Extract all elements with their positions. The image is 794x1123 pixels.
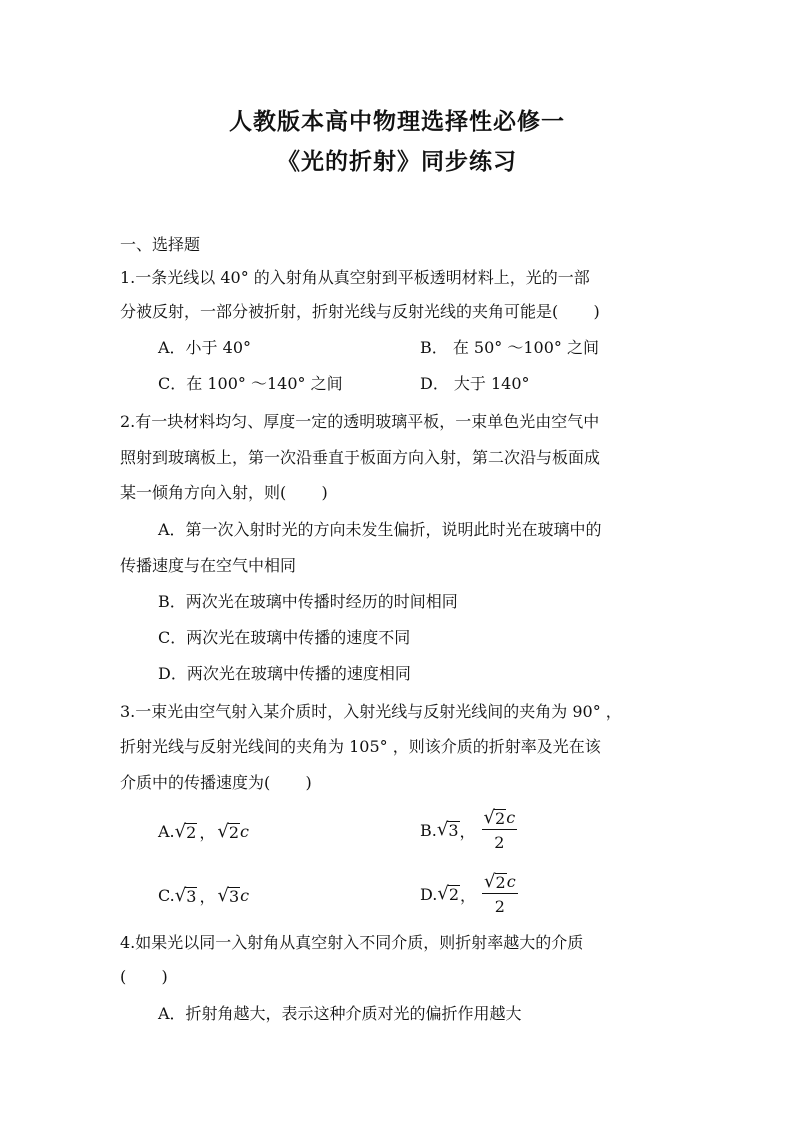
q2-option-a-line2: 传播速度与在空气中相同 [120, 556, 297, 575]
square-root [174, 820, 198, 842]
variable-c: c [240, 886, 250, 905]
q2-option-c: C．两次光在玻璃中传播的速度不同 [158, 628, 411, 647]
q1-option-d: D． 大于 140° [420, 374, 530, 393]
radicand: 3 [228, 886, 240, 906]
q1-stem-text: 分被反射，一部分被折射，折射光线与反射光线的夹角可能是( [120, 302, 559, 321]
radical-sign: √ [436, 819, 449, 840]
q3-stem-text: 介质中的传播速度为( [120, 773, 271, 792]
q3-stem-line1: 3.一束光由空气射入某介质时，入射光线与反射光线间的夹角为 90° ， [120, 702, 622, 721]
radicand: 2 [448, 885, 460, 904]
separator: ， [459, 821, 476, 841]
q4-option-a: A．折射角越大，表示这种介质对光的偏折作用越大 [158, 1004, 522, 1023]
q1-option-b: B． 在 50° ～100° 之间 [420, 338, 600, 357]
q3-stem-line3 [120, 773, 680, 793]
fraction-numerator [482, 872, 518, 894]
fraction-numerator [482, 808, 518, 830]
q3-option-d [420, 872, 518, 916]
q2-stem-text: 某一倾角方向入射，则( [120, 483, 287, 502]
square-root [484, 873, 507, 891]
q3-option-b [420, 808, 517, 852]
section-heading: 一、选择题 [120, 235, 201, 254]
option-label: A. [158, 822, 175, 841]
separator: ， [199, 887, 216, 906]
square-root [437, 885, 460, 903]
q1-close-paren: ) [593, 302, 600, 321]
option-label: D. [420, 884, 438, 904]
separator: ， [460, 885, 477, 905]
option-label: B. [420, 820, 437, 840]
radical-sign: √ [174, 820, 187, 842]
radical-sign: √ [483, 807, 496, 828]
q1-stem-line1: 1.一条光线以 40° 的入射角从真空射到平板透明材料上，光的一部 [120, 268, 590, 287]
square-root [174, 884, 198, 906]
q2-stem-line1: 2.有一块材料均匀、厚度一定的透明玻璃平板，一束单色光由空气中 [120, 412, 600, 431]
q4-stem-line1: 4.如果光以同一入射角从真空射入不同介质，则折射率越大的介质 [120, 933, 584, 952]
radical-sign: √ [217, 820, 229, 842]
q1-option-c: C．在 100° ～140° 之间 [158, 374, 343, 393]
separator: ， [199, 823, 216, 842]
q3-option-c [158, 884, 249, 907]
square-root [217, 820, 240, 842]
q2-option-a-line1: A．第一次入射时光的方向未发生偏折，说明此时光在玻璃中的 [158, 520, 602, 539]
q3-option-a [158, 820, 249, 843]
document-subtitle: 《光的折射》同步练习 [277, 148, 517, 175]
variable-c: c [240, 822, 249, 841]
q4-stem-line2 [120, 967, 680, 987]
q1-stem-line2 [120, 302, 680, 322]
option-label: C. [158, 886, 175, 905]
q2-option-d: D．两次光在玻璃中传播的速度相同 [158, 664, 411, 683]
q4-close-paren: ) [161, 967, 168, 986]
radicand: 2 [495, 873, 506, 892]
q1-option-a: A．小于 40° [158, 338, 252, 357]
radicand: 2 [228, 822, 239, 842]
square-root [484, 809, 507, 827]
square-root [437, 821, 460, 839]
q2-stem-line3 [120, 483, 680, 503]
radical-sign: √ [437, 883, 449, 904]
q4-open-paren: ( [120, 967, 127, 986]
q3-stem-line2: 折射光线与反射光线间的夹角为 105° ，则该介质的折射率及光在该 [120, 737, 601, 756]
radicand: 2 [186, 822, 197, 842]
radical-sign: √ [174, 884, 187, 906]
fraction [482, 808, 518, 852]
variable-c: c [506, 872, 516, 891]
q2-close-paren: ) [321, 483, 328, 502]
radical-sign: √ [217, 884, 229, 906]
q3-close-paren: ) [305, 773, 312, 792]
radicand: 2 [495, 809, 506, 828]
fraction-denominator: 2 [494, 833, 505, 852]
fraction [482, 872, 518, 916]
radical-sign: √ [484, 871, 496, 892]
radicand: 3 [448, 821, 459, 840]
q2-stem-line2: 照射到玻璃板上，第一次沿垂直于板面方向入射，第二次沿与板面成 [120, 448, 601, 467]
document-title: 人教版本高中物理选择性必修一 [229, 108, 565, 135]
q2-option-b: B．两次光在玻璃中传播时经历的时间相同 [158, 592, 458, 611]
square-root [217, 884, 240, 906]
variable-c: c [506, 808, 516, 827]
fraction-denominator: 2 [494, 897, 505, 916]
radicand: 3 [186, 886, 197, 906]
